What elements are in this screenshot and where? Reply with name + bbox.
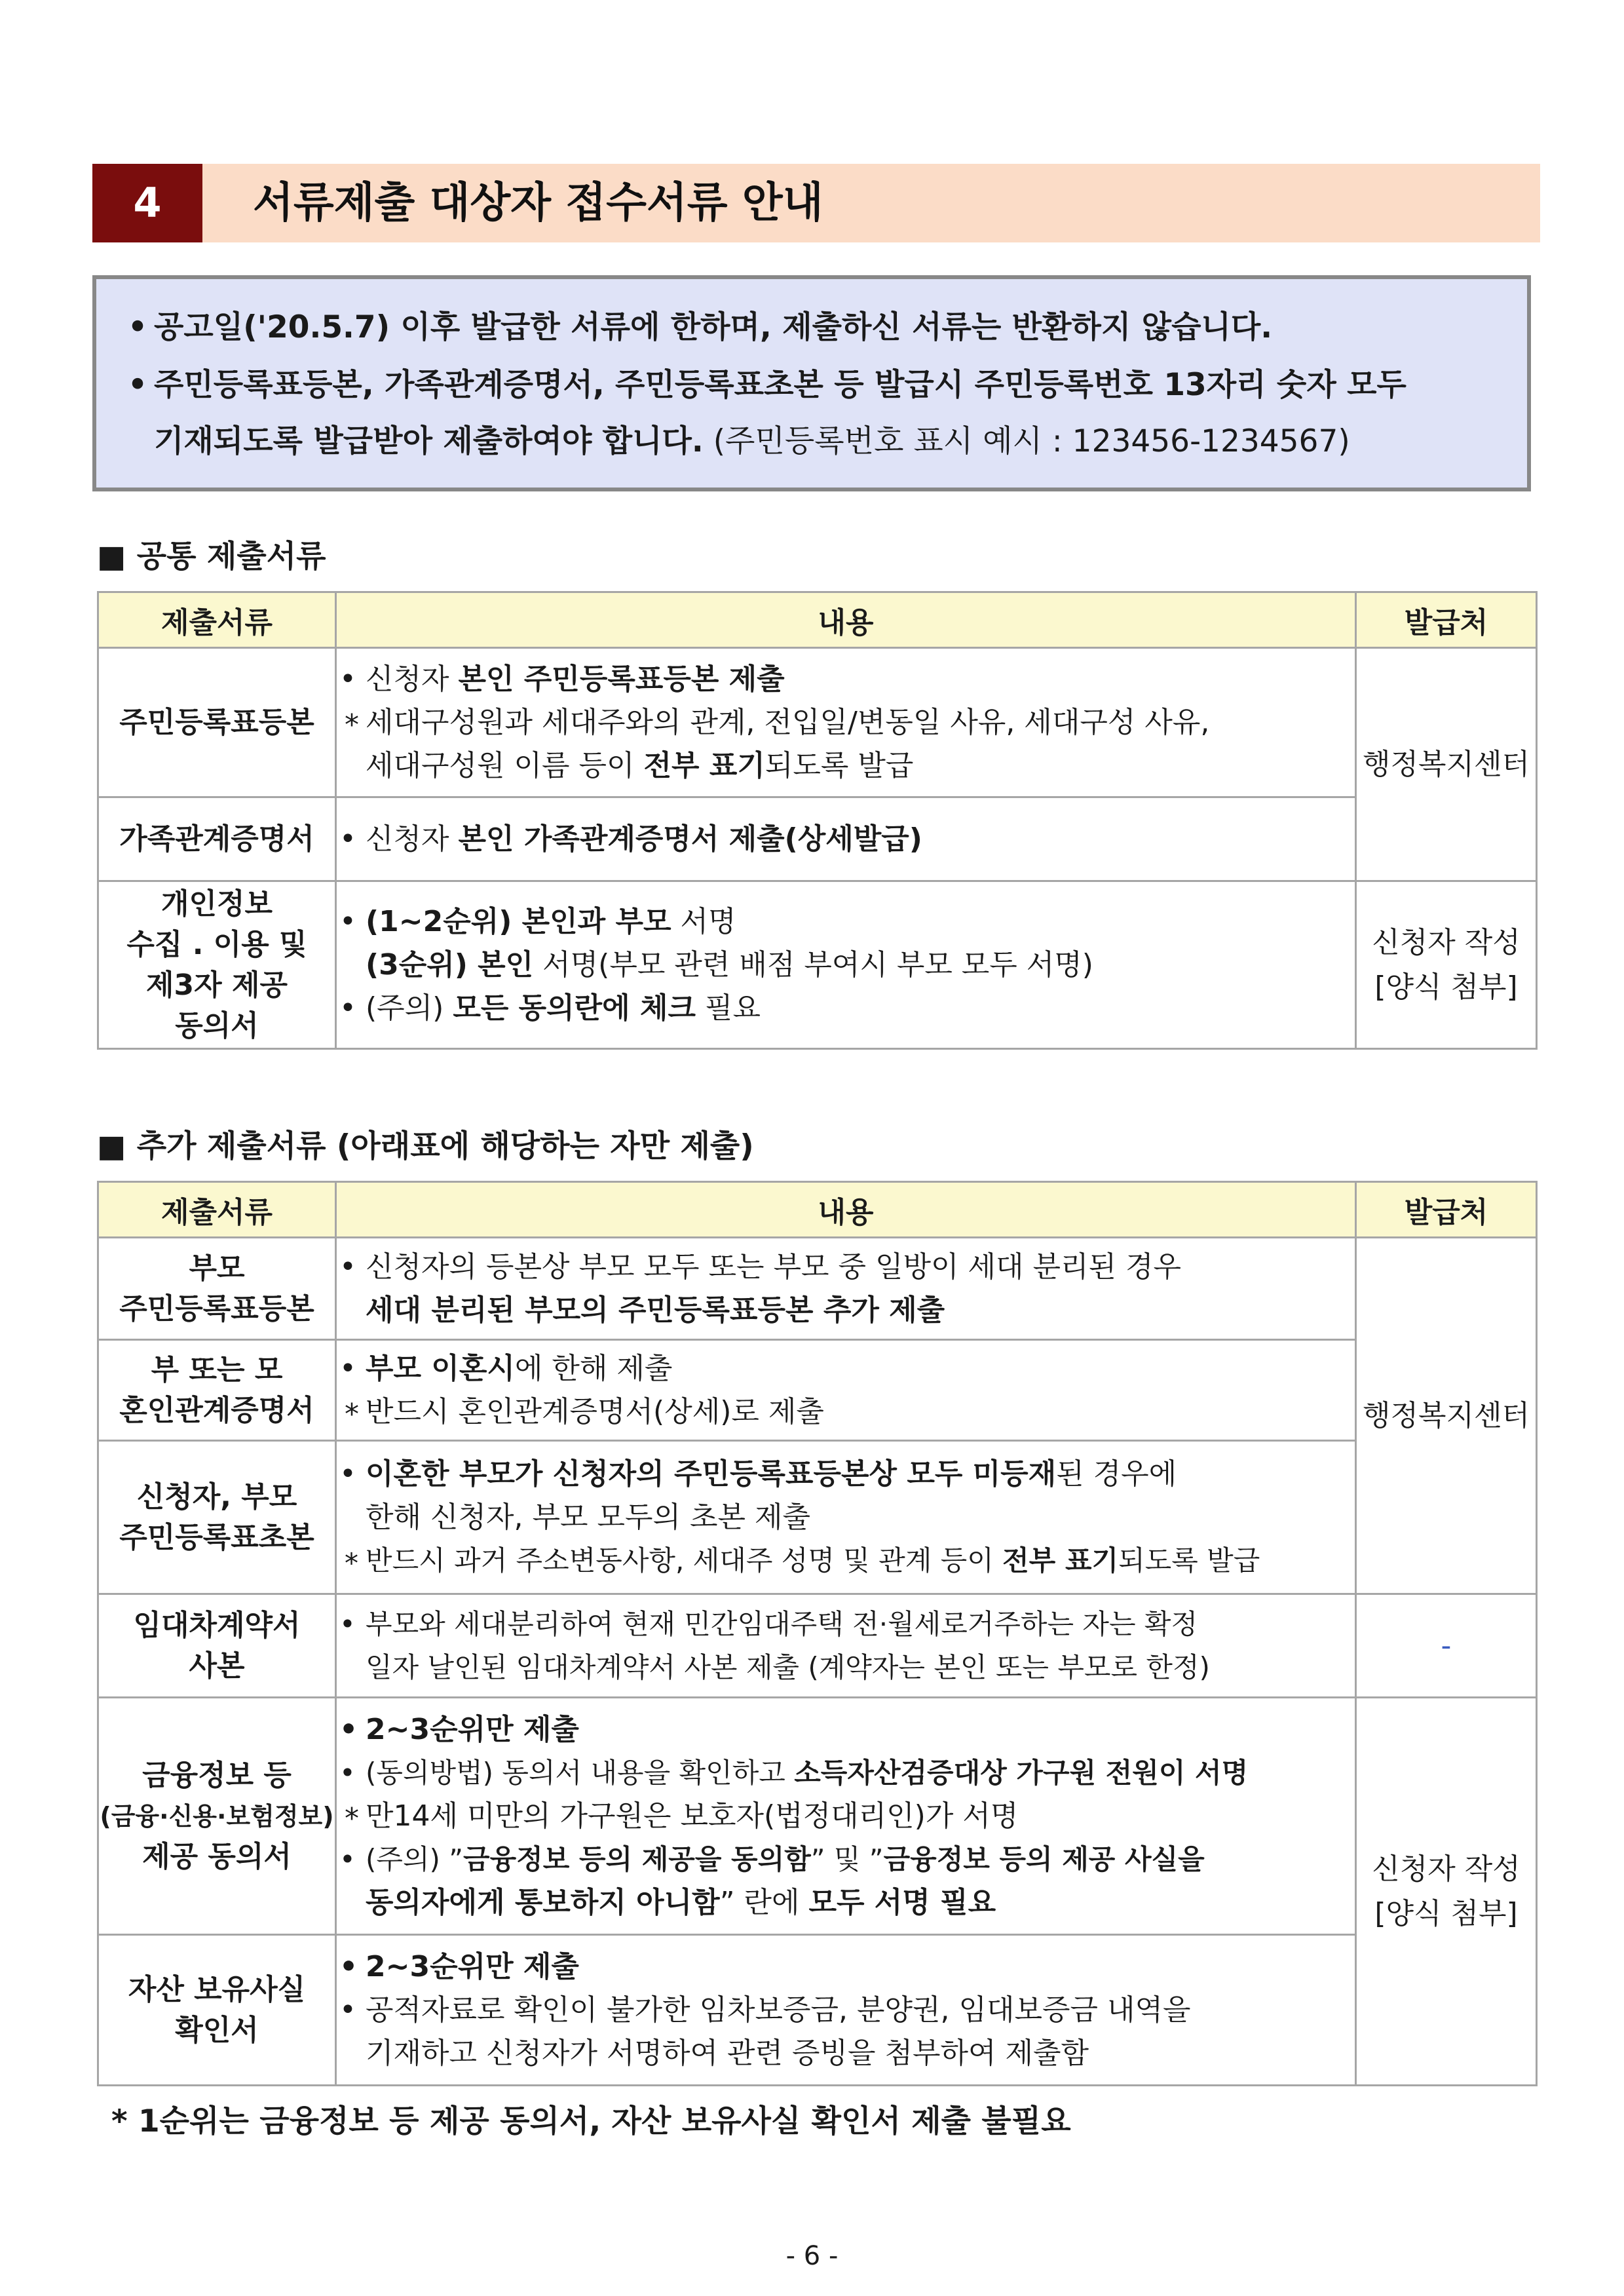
doc-name: 가족관계증명서 [98,797,336,881]
doc-content: • 부모와 세대분리하여 현재 민간임대주택 전·월세로거주하는 자는 확정 일자 날인된 임대차계약서 사본 제출 (계약자는 본인 또는 부모로 한정) [336,1594,1356,1698]
notice-line-2: • 주민등록표등본, 가족관계증명서, 주민등록표초본 등 발급시 주민등록번호 13자리 숫자 모두 [128,367,1407,403]
doc-content: • 2~3순위만 제출 • (동의방법) 동의서 내용을 확인하고 소득자산검증대상 가구원 전원이 서명 * 만14세 미만의 가구원은 보호자(법정대리인)가 서명 • (주의) ”금융정보 등의 제공을 동의함” 및 ”금융정보 등의 제공 사실을 동의자에게 통보하지 아니함” 란에 모두 서명 필요 [336,1698,1356,1935]
issuer: 신청자 작성 [양식 첨부] [1356,881,1537,1049]
header-issuer: 발급처 [1356,592,1537,648]
issuer: 신청자 작성 [양식 첨부] [1356,1698,1537,2086]
doc-name: 주민등록표등본 [98,648,336,797]
table-row [98,1594,1537,1698]
doc-content: • 2~3순위만 제출 • 공적자료로 확인이 불가한 임차보증금, 분양권, 임대보증금 내역을 기재하고 신청자가 서명하여 관련 증빙을 첨부하여 제출함 [336,1935,1356,2086]
issuer: 행정복지센터 [1356,1238,1537,1594]
table-header-row [98,592,1537,648]
table-row [98,881,1537,1049]
table-row [98,1698,1537,1935]
table-row [98,648,1537,797]
doc-content: • 신청자 본인 가족관계증명서 제출(상세발급) [336,797,1356,881]
header-issuer: 발급처 [1356,1182,1537,1238]
notice-box [92,275,1531,491]
issuer: 행정복지센터 [1356,648,1537,881]
doc-name: 임대차계약서 사본 [98,1594,336,1698]
additional-docs-heading: ■ 추가 제출서류 (아래표에 해당하는 자만 제출) [97,1128,754,1164]
footnote: * 1순위는 금융정보 등 제공 동의서, 자산 보유사실 확인서 제출 불필요 [111,2103,1071,2139]
table-row [98,1340,1537,1441]
header-content: 내용 [336,592,1356,648]
doc-content: • (1~2순위) 본인과 부모 서명 (3순위) 본인 서명(부모 관련 배점 부여시 부모 모두 서명) • (주의) 모든 동의란에 체크 필요 [336,881,1356,1049]
doc-name: 부모 주민등록표등본 [98,1238,336,1340]
doc-name: 부 또는 모 혼인관계증명서 [98,1340,336,1441]
section-title: 서류제출 대상자 접수서류 안내 [253,179,823,227]
common-docs-table [97,591,1538,1050]
additional-docs-table [97,1181,1538,2086]
page-number: - 6 - [785,2241,839,2271]
header-doc: 제출서류 [98,1182,336,1238]
table-row [98,1238,1537,1340]
section-number: 4 [92,164,202,242]
doc-name: 금융정보 등 (금융·신용·보험정보) 제공 동의서 [98,1698,336,1935]
doc-content: • 이혼한 부모가 신청자의 주민등록표등본상 모두 미등재된 경우에 한해 신청자, 부모 모두의 초본 제출 * 반드시 과거 주소변동사항, 세대주 성명 및 관계 등이 전부 표기되도록 발급 [336,1441,1356,1594]
doc-name: 신청자, 부모 주민등록표초본 [98,1441,336,1594]
doc-content: • 신청자의 등본상 부모 모두 또는 부모 중 일방이 세대 분리된 경우 세대 분리된 부모의 주민등록표등본 추가 제출 [336,1238,1356,1340]
doc-content: • 부모 이혼시에 한해 제출 * 반드시 혼인관계증명서(상세)로 제출 [336,1340,1356,1441]
notice-line-1: • 공고일('20.5.7) 이후 발급한 서류에 한하며, 제출하신 서류는 반환하지 않습니다. [128,309,1273,345]
doc-content: • 신청자 본인 주민등록표등본 제출 * 세대구성원과 세대주와의 관계, 전입일/변동일 사유, 세대구성 사유, 세대구성원 이름 등이 전부 표기되도록 발급 [336,648,1356,797]
notice-line-3: 기재되도록 발급받아 제출하여야 합니다. (주민등록번호 표시 예시 : 123456-1234567) [154,423,1350,459]
header-doc: 제출서류 [98,592,336,648]
doc-name: 자산 보유사실 확인서 [98,1935,336,2086]
doc-name: 개인정보 수집 . 이용 및 제3자 제공 동의서 [98,881,336,1049]
table-header-row [98,1182,1537,1238]
table-row [98,1441,1537,1594]
header-content: 내용 [336,1182,1356,1238]
section-title-bar [92,164,1540,242]
table-row [98,797,1537,881]
table-row [98,1935,1537,2086]
common-docs-heading: ■ 공통 제출서류 [97,539,326,575]
issuer: - [1356,1594,1537,1698]
